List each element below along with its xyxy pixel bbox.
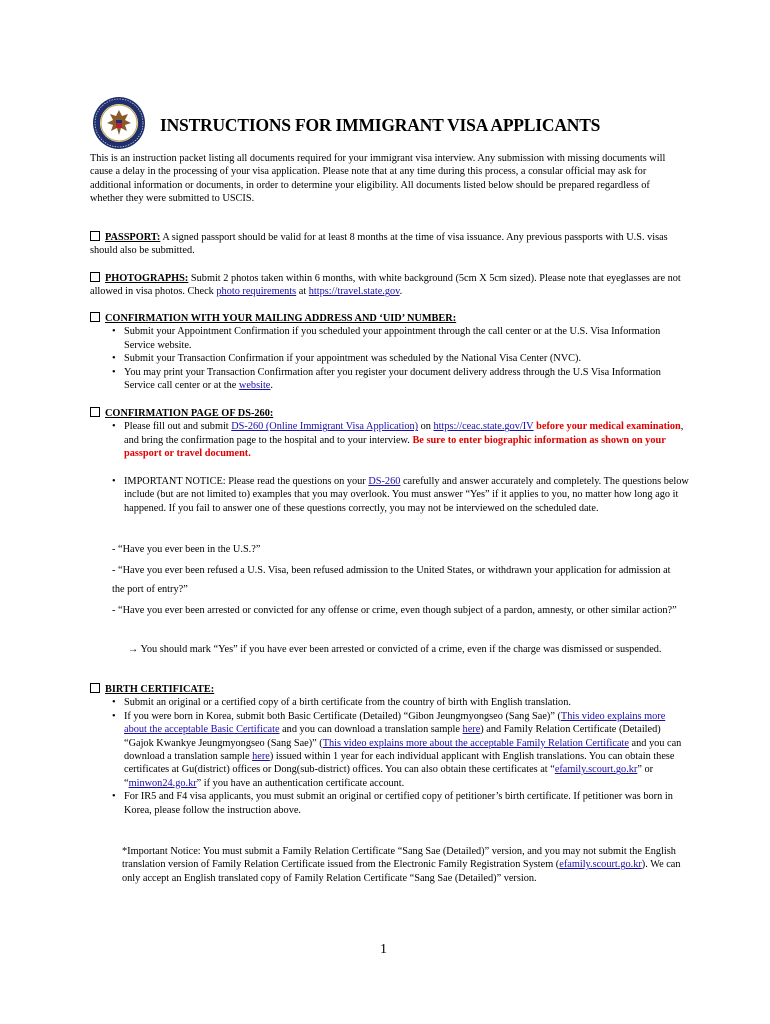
family-relation-video-link[interactable]: This video explains more about the acceptable Family Relation Certificate bbox=[322, 737, 629, 749]
ds260-item-1 bbox=[124, 420, 690, 460]
intro-paragraph: This is an instruction packet listing all documents required for your immigrant visa interview. Any submission with missing documents will cause a delay in the processing of your visa application. Please note that at any time during this process, a consular official may ask for additional information or documents, in order to determine your eligibility. All documents listed below should be prepared regardless of whether they were submitted to USCIS. bbox=[90, 153, 666, 205]
birth-item-2-text-d: and you can download a translation sample bbox=[124, 737, 682, 763]
mailing-item-2: • Submit your Transaction Confirmation if your appointment was scheduled by the National Visa Center (NVC). bbox=[124, 352, 690, 365]
efamily-note-link[interactable]: efamily.scourt.go.kr bbox=[559, 859, 642, 871]
department-of-state-seal-icon bbox=[92, 96, 146, 150]
family-translation-sample-link[interactable]: here bbox=[252, 751, 270, 763]
ds260-item-1-on: on bbox=[418, 421, 434, 433]
photo-requirements-link[interactable]: photo requirements bbox=[216, 286, 297, 298]
birth-item-2-text-e: ) issued within 1 year for each individual applicant with English translations. You can obtain these certificates at Gu(district) offices or Dong(sub-district) offices. You can also obtain these certificates at “ bbox=[124, 751, 675, 776]
birth-note-text-b: ). We can only accept an English translated copy of Family Relation Certificate “Sang Sae (Detailed)” version. bbox=[122, 859, 681, 884]
travel-state-gov-link[interactable]: https://travel.state.gov bbox=[308, 286, 400, 298]
birth-heading: BIRTH CERTIFICATE: bbox=[105, 684, 215, 695]
before-medical-warning: before your medical examination bbox=[533, 421, 681, 433]
birth-item-2-text-b: and you can download a translation sample bbox=[279, 724, 463, 736]
birth-item-2 bbox=[124, 710, 690, 790]
birth-important-notice bbox=[122, 845, 682, 885]
birth-item-2-text-g: ” if you have an authentication certificate account. bbox=[196, 777, 405, 789]
photographs-text-a: Submit 2 photos taken within 6 months, with white background (5cm X 5cm sized). Please note that eyeglasses are not allowed in visa photos. Check bbox=[90, 273, 681, 298]
passport-section bbox=[90, 231, 690, 258]
mailing-item-3-text: You may print your Transaction Confirmation after you register your document delivery address through the U.S Visa Information Service call center or at the bbox=[124, 366, 661, 392]
ds260-item-1-mid: , and bring the confirmation page to the hospital and to your interview. bbox=[124, 421, 684, 446]
mailing-section bbox=[90, 312, 690, 392]
birth-item-3: • For IR5 and F4 visa applicants, you must submit an original or certified copy of petitioner’s birth certificate. If petitioner was born in Korea, please follow the instruction above. bbox=[124, 790, 690, 817]
ds260-item-1-text: Please fill out and submit bbox=[124, 421, 232, 433]
ds260-section bbox=[90, 407, 690, 461]
ds260-application-link[interactable]: DS-260 (Online Immigrant Visa Application) bbox=[231, 421, 419, 433]
basic-certificate-video-link[interactable]: This video explains more about the acceptable Basic Certificate bbox=[124, 710, 666, 736]
birth-item-2-text-f: ” or “ bbox=[124, 764, 654, 789]
birth-note-text-a: *Important Notice: You must submit a Family Relation Certificate “Sang Sae (Detailed)” version, and you may not submit the English translation version of Family Relation Certificate issued from the Electronic Family Registration System ( bbox=[122, 846, 676, 871]
birth-item-1: • Submit an original or a certified copy of a birth certificate from the country of birth with English translation. bbox=[124, 696, 690, 709]
birth-checkbox[interactable] bbox=[90, 683, 100, 693]
ds260-checkbox[interactable] bbox=[90, 407, 100, 417]
mailing-item-3 bbox=[124, 366, 690, 393]
birth-section bbox=[90, 683, 690, 817]
question-2 bbox=[112, 561, 682, 599]
ceac-link[interactable]: https://ceac.state.gov/IV bbox=[433, 421, 534, 433]
minwon24-link[interactable]: minwon24.go.kr bbox=[128, 777, 197, 789]
photographs-section bbox=[90, 272, 690, 299]
efamily-link[interactable]: efamily.scourt.go.kr bbox=[554, 764, 638, 776]
page-number: 1 bbox=[380, 942, 387, 957]
passport-heading: PASSPORT: bbox=[105, 232, 161, 243]
biographic-warning: Be sure to enter biographic information as shown on your passport or travel document. bbox=[124, 434, 666, 460]
mailing-item-1: • Submit your Appointment Confirmation if you scheduled your appointment through the call center or at the U.S. Visa Information Service website. bbox=[124, 325, 690, 352]
notice-text-a: IMPORTANT NOTICE: Please read the questions on your bbox=[124, 476, 369, 487]
mailing-heading: CONFIRMATION WITH YOUR MAILING ADDRESS AND ‘UID’ NUMBER: bbox=[105, 313, 457, 324]
photographs-text-c: . bbox=[399, 286, 403, 298]
important-notice-section bbox=[90, 475, 690, 515]
passport-text: A signed passport should be valid for at least 8 months at the time of visa issuance. Any previous passports with U.S. visas should also be submitted. bbox=[90, 232, 668, 257]
basic-translation-sample-link[interactable]: here bbox=[462, 724, 481, 736]
birth-item-2-text-a: If you were born in Korea, submit both Basic Certificate (Detailed) “Gibon Jeungmyongseo (Sang Sae)” ( bbox=[124, 710, 561, 722]
birth-item-2-text-c: ) and Family Relation Certificate (Detailed) “Gajok Kwankye Jeungmyongseo (Sang Sae)” ( bbox=[124, 724, 661, 749]
arrow-note: → You should mark “Yes” if you have ever been arrested or convicted of a crime, even if the charge was dismissed or suspended. bbox=[128, 644, 662, 655]
question-2-text: - “Have you ever been refused a U.S. Visa, been refused admission to the United States, or withdrawn your application for admission at the port of entry?” bbox=[112, 565, 671, 595]
important-notice bbox=[124, 475, 690, 515]
ds260-link[interactable]: DS-260 bbox=[368, 476, 401, 487]
photographs-text-b: at bbox=[296, 286, 309, 298]
question-3 bbox=[112, 601, 682, 620]
question-3-text: - “Have you ever been arrested or convicted for any offense or crime, even though subject of a pardon, amnesty, or other similar action?” bbox=[112, 605, 677, 616]
photographs-checkbox[interactable] bbox=[90, 272, 100, 282]
photographs-heading: PHOTOGRAPHS: bbox=[105, 273, 189, 284]
ds260-heading: CONFIRMATION PAGE OF DS-260: bbox=[105, 408, 274, 419]
notice-text-b: carefully and answer accurately and completely. The questions below include (but are not limited to) examples that you may overlook. You must answer “Yes” if it applies to you, no matter how long ago it happened. If you fail to answer one of these questions correctly, you may not be interviewed on the scheduled date. bbox=[124, 476, 689, 514]
visa-info-website-link[interactable]: website bbox=[238, 380, 271, 392]
page-title: INSTRUCTIONS FOR IMMIGRANT VISA APPLICANTS bbox=[160, 115, 601, 135]
mailing-checkbox[interactable] bbox=[90, 312, 100, 322]
passport-checkbox[interactable] bbox=[90, 231, 100, 241]
mailing-item-3-end: . bbox=[270, 380, 273, 392]
question-1: - “Have you ever been in the U.S.?” bbox=[112, 544, 261, 555]
